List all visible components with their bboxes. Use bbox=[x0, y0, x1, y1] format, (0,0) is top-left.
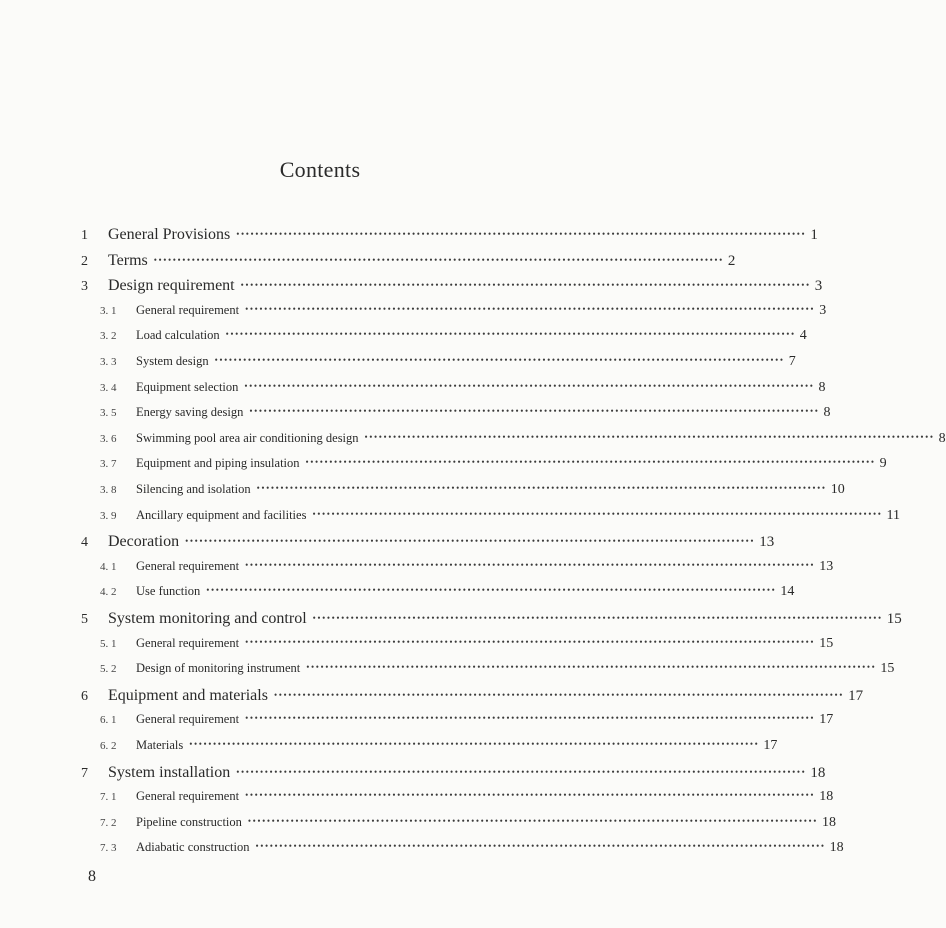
toc-entry-title: General requirement bbox=[136, 789, 240, 804]
toc-entry-number: 3. 8 bbox=[100, 484, 117, 496]
toc-chapter-entry bbox=[81, 533, 775, 557]
toc-section-entry bbox=[100, 840, 844, 862]
toc-entry-title: General requirement bbox=[136, 302, 240, 317]
toc-section-entry bbox=[100, 430, 946, 453]
toc-entry-title: General Provisions bbox=[108, 226, 231, 243]
toc-entry-title: Design of monitoring instrument bbox=[136, 661, 301, 676]
toc-entry-title: Terms bbox=[108, 251, 148, 269]
toc-entry-title: Decoration bbox=[108, 533, 180, 551]
dot-leader: •••••••••••••••••••••••••••••••••••••••••••••••••••••••••••••••••••••••••••••••••••••••••••••••••••••••••••••••••••••••• bbox=[245, 636, 816, 647]
toc-chapter-entry bbox=[81, 277, 823, 301]
dot-leader: •••••••••••••••••••••••••••••••••••••••••••••••••••••••••••••••••••••••••••••••••••••••••••••••••••••••••••••••••••••••• bbox=[245, 559, 816, 570]
dot-leader: •••••••••••••••••••••••••••••••••••••••••••••••••••••••••••••••••••••••••••••••••••••••••••••••••••••••••••••••••••••••• bbox=[214, 355, 785, 365]
toc-entry-number: 6 bbox=[81, 688, 88, 704]
toc-entry-page: 15 bbox=[886, 611, 902, 627]
dot-leader: •••••••••••••••••••••••••••••••••••••••••••••••••••••••••••••••••••••••••••••••••••••••••••••••••••••••••••••••••••••••• bbox=[312, 613, 883, 623]
toc-entry-number: 3. 7 bbox=[100, 458, 117, 471]
toc-entry-page: 8 bbox=[818, 379, 826, 395]
toc-entry-title: Pipeline construction bbox=[136, 814, 242, 829]
toc-entry-number: 4 bbox=[81, 535, 88, 551]
dot-leader: •••••••••••••••••••••••••••••••••••••••••••••••••••••••••••••••••••••••••••••••••••••••••••••••••••••••••••••••••••••••• bbox=[312, 508, 883, 519]
toc-section-entry bbox=[100, 584, 795, 606]
toc-entry-number: 3. 1 bbox=[100, 304, 117, 317]
toc-chapter-entry bbox=[81, 610, 902, 634]
dot-leader: •••••••••••••••••••••••••••••••••••••••••••••••••••••••••••••••••••••••••••••••••••••••••••••••••••••••••••••••••••••••• bbox=[256, 483, 827, 493]
toc-entry-number: 4. 1 bbox=[100, 560, 117, 573]
toc-chapter-entry bbox=[81, 226, 818, 250]
toc-section-entry bbox=[100, 789, 834, 811]
toc-entry-page: 1 bbox=[810, 227, 818, 243]
toc-entry-title: Materials bbox=[136, 738, 184, 752]
dot-leader: •••••••••••••••••••••••••••••••••••••••••••••••••••••••••••••••••••••••••••••••••••••••••••••••••••••••••••••••••••••••• bbox=[236, 229, 807, 239]
toc-chapter-entry bbox=[81, 686, 864, 711]
toc-entry-page: 9 bbox=[879, 456, 887, 472]
dot-leader: •••••••••••••••••••••••••••••••••••••••••••••••••••••••••••••••••••••••••••••••••••••••••••••••••••••••••••••••••••••••• bbox=[247, 815, 818, 826]
toc-entry-page: 8 bbox=[938, 430, 946, 446]
toc-entry-title: Swimming pool area air conditioning design bbox=[136, 430, 359, 445]
toc-entry-page: 13 bbox=[819, 558, 834, 574]
toc-entry-number: 7. 1 bbox=[100, 791, 117, 804]
toc-entry-title: Equipment and piping insulation bbox=[136, 456, 300, 471]
toc-entry-number: 2 bbox=[81, 253, 88, 269]
toc-entry-number: 3 bbox=[81, 279, 88, 295]
toc-entry-number: 4. 2 bbox=[100, 586, 117, 599]
toc-entry-number: 3. 5 bbox=[100, 407, 117, 420]
toc-entry-page: 14 bbox=[780, 584, 795, 600]
toc-section-entry bbox=[100, 379, 826, 402]
toc-entry-title: Ancillary equipment and facilities bbox=[136, 507, 307, 522]
toc-entry-number: 3. 6 bbox=[100, 432, 117, 445]
toc-section-entry bbox=[100, 354, 796, 376]
toc-entry-number: 5 bbox=[81, 612, 88, 627]
toc-section-entry bbox=[100, 661, 895, 683]
toc-entry-title: Energy saving design bbox=[136, 405, 244, 420]
dot-leader: •••••••••••••••••••••••••••••••••••••••••••••••••••••••••••••••••••••••••••••••••••••••••••••••••••••••••••••••••••••••• bbox=[153, 254, 724, 265]
toc-entry-number: 3. 2 bbox=[100, 330, 117, 343]
toc-entry-number: 1 bbox=[81, 228, 88, 243]
toc-section-entry bbox=[100, 814, 836, 837]
toc-section-entry bbox=[100, 712, 834, 734]
dot-leader: •••••••••••••••••••••••••••••••••••••••••••••••••••••••••••••••••••••••••••••••••••••••••••••••••••••••••••••••••••••••• bbox=[225, 329, 796, 340]
dot-leader: •••••••••••••••••••••••••••••••••••••••••••••••••••••••••••••••••••••••••••••••••••••••••••••••••••••••••••••••••••••••• bbox=[245, 713, 816, 724]
toc-entry-number: 6. 2 bbox=[100, 740, 117, 752]
toc-section-entry bbox=[100, 738, 778, 760]
toc-section-entry bbox=[100, 328, 807, 350]
toc-section-entry bbox=[100, 507, 901, 530]
toc-entry-title: General requirement bbox=[136, 635, 240, 650]
toc-entry-page: 18 bbox=[822, 814, 836, 830]
toc-entry-page: 18 bbox=[810, 764, 826, 781]
dot-leader: •••••••••••••••••••••••••••••••••••••••••••••••••••••••••••••••••••••••••••••••••••••••••••••••••••••••••••••••••••••••• bbox=[244, 380, 815, 391]
dot-leader: •••••••••••••••••••••••••••••••••••••••••••••••••••••••••••••••••••••••••••••••••••••••••••••••••••••••••••••••••••••••• bbox=[255, 841, 826, 852]
toc-entry-page: 4 bbox=[799, 328, 807, 344]
toc-entry-page: 8 bbox=[823, 405, 831, 421]
dot-leader: •••••••••••••••••••••••••••••••••••••••••••••••••••••••••••••••••••••••••••••••••••••••••••••••••••••••••••••••••••••••• bbox=[206, 585, 777, 596]
toc-entry-page: 17 bbox=[848, 687, 864, 704]
toc-entry-page: 10 bbox=[830, 482, 845, 497]
toc-entry-title: Use function bbox=[136, 584, 201, 599]
dot-leader: •••••••••••••••••••••••••••••••••••••••••••••••••••••••••••••••••••••••••••••••••••••••••••••••••••••••••••••••••••••••• bbox=[273, 689, 845, 700]
dot-leader: •••••••••••••••••••••••••••••••••••••••••••••••••••••••••••••••••••••••••••••••••••••••••••••••••••••••••••••••••••••••• bbox=[245, 790, 816, 801]
toc-entry-page: 11 bbox=[886, 507, 901, 523]
dot-leader: •••••••••••••••••••••••••••••••••••••••••••••••••••••••••••••••••••••••••••••••••••••••••••••••••••••••••••••••••••••••• bbox=[189, 739, 760, 749]
toc-entry-page: 17 bbox=[819, 712, 834, 728]
toc-section-entry bbox=[100, 558, 834, 581]
toc-entry-number: 7 bbox=[81, 765, 88, 781]
toc-entry-title: Adiabatic construction bbox=[136, 840, 250, 855]
toc-entry-page: 3 bbox=[819, 302, 827, 318]
dot-leader: •••••••••••••••••••••••••••••••••••••••••••••••••••••••••••••••••••••••••••••••••••••••••••••••••••••••••••••••••••••••• bbox=[364, 431, 935, 442]
toc-section-entry bbox=[100, 456, 887, 478]
page-number: 8 bbox=[88, 868, 96, 885]
dot-leader: •••••••••••••••••••••••••••••••••••••••••••••••••••••••••••••••••••••••••••••••••••••••••••••••••••••••••••••••••••••••• bbox=[305, 457, 876, 468]
toc-entry-page: 7 bbox=[788, 354, 796, 369]
toc-chapter-entry bbox=[81, 251, 736, 276]
toc-entry-title: Equipment selection bbox=[136, 379, 239, 394]
toc-entry-number: 7. 2 bbox=[100, 816, 117, 829]
toc-entry-number: 3. 3 bbox=[100, 356, 117, 368]
toc-entry-number: 7. 3 bbox=[100, 842, 117, 855]
toc-entry-number: 5. 1 bbox=[100, 637, 117, 650]
dot-leader: •••••••••••••••••••••••••••••••••••••••••••••••••••••••••••••••••••••••••••••••••••••••••••••••••••••••••••••••••••••••• bbox=[306, 662, 877, 673]
toc-entry-page: 15 bbox=[819, 635, 834, 651]
toc-section-entry bbox=[100, 302, 827, 325]
toc-entry-page: 3 bbox=[814, 278, 823, 295]
toc-entry-title: Design requirement bbox=[108, 277, 235, 295]
toc-entry-title: General requirement bbox=[136, 558, 240, 573]
dot-leader: •••••••••••••••••••••••••••••••••••••••••••••••••••••••••••••••••••••••••••••••••••••••••••••••••••••••••••••••••••••••• bbox=[185, 536, 756, 547]
toc-section-entry bbox=[100, 635, 834, 658]
toc-entry-number: 5. 2 bbox=[100, 663, 117, 676]
dot-leader: •••••••••••••••••••••••••••••••••••••••••••••••••••••••••••••••••••••••••••••••••••••••••••••••••••••••••••••••••••••••• bbox=[245, 303, 816, 314]
toc-entry-page: 15 bbox=[880, 661, 895, 677]
page-title: Contents bbox=[279, 157, 361, 182]
dot-leader: •••••••••••••••••••••••••••••••••••••••••••••••••••••••••••••••••••••••••••••••••••••••••••••••••••••••••••••••••••••••• bbox=[240, 280, 811, 291]
toc-entry-number: 6. 1 bbox=[100, 714, 117, 727]
toc-entry-title: System installation bbox=[108, 763, 231, 781]
toc-entry-number: 3. 9 bbox=[100, 509, 117, 522]
dot-leader: •••••••••••••••••••••••••••••••••••••••••••••••••••••••••••••••••••••••••••••••••••••••••••••••••••••••••••••••••••••••• bbox=[249, 406, 820, 417]
toc-entry-title: Load calculation bbox=[136, 328, 220, 343]
toc-entry-title: Equipment and materials bbox=[108, 686, 268, 704]
toc-entry-title: System monitoring and control bbox=[108, 610, 307, 627]
toc-section-entry bbox=[100, 405, 831, 427]
toc-entry-page: 18 bbox=[829, 840, 844, 856]
toc-entry-title: General requirement bbox=[136, 712, 240, 727]
dot-leader: •••••••••••••••••••••••••••••••••••••••••••••••••••••••••••••••••••••••••••••••••••••••••••••••••••••••••••••••••••••••• bbox=[236, 766, 807, 777]
toc-entry-page: 13 bbox=[759, 534, 775, 551]
toc-entry-page: 17 bbox=[763, 738, 778, 753]
toc-entry-page: 18 bbox=[819, 789, 834, 805]
toc-entry-title: System design bbox=[136, 354, 209, 368]
toc-entry-title: Silencing and isolation bbox=[136, 482, 251, 496]
toc-entry-page: 2 bbox=[727, 252, 736, 269]
toc-entry-number: 3. 4 bbox=[100, 381, 117, 394]
toc-chapter-entry bbox=[81, 763, 826, 788]
toc-section-entry bbox=[100, 482, 845, 504]
